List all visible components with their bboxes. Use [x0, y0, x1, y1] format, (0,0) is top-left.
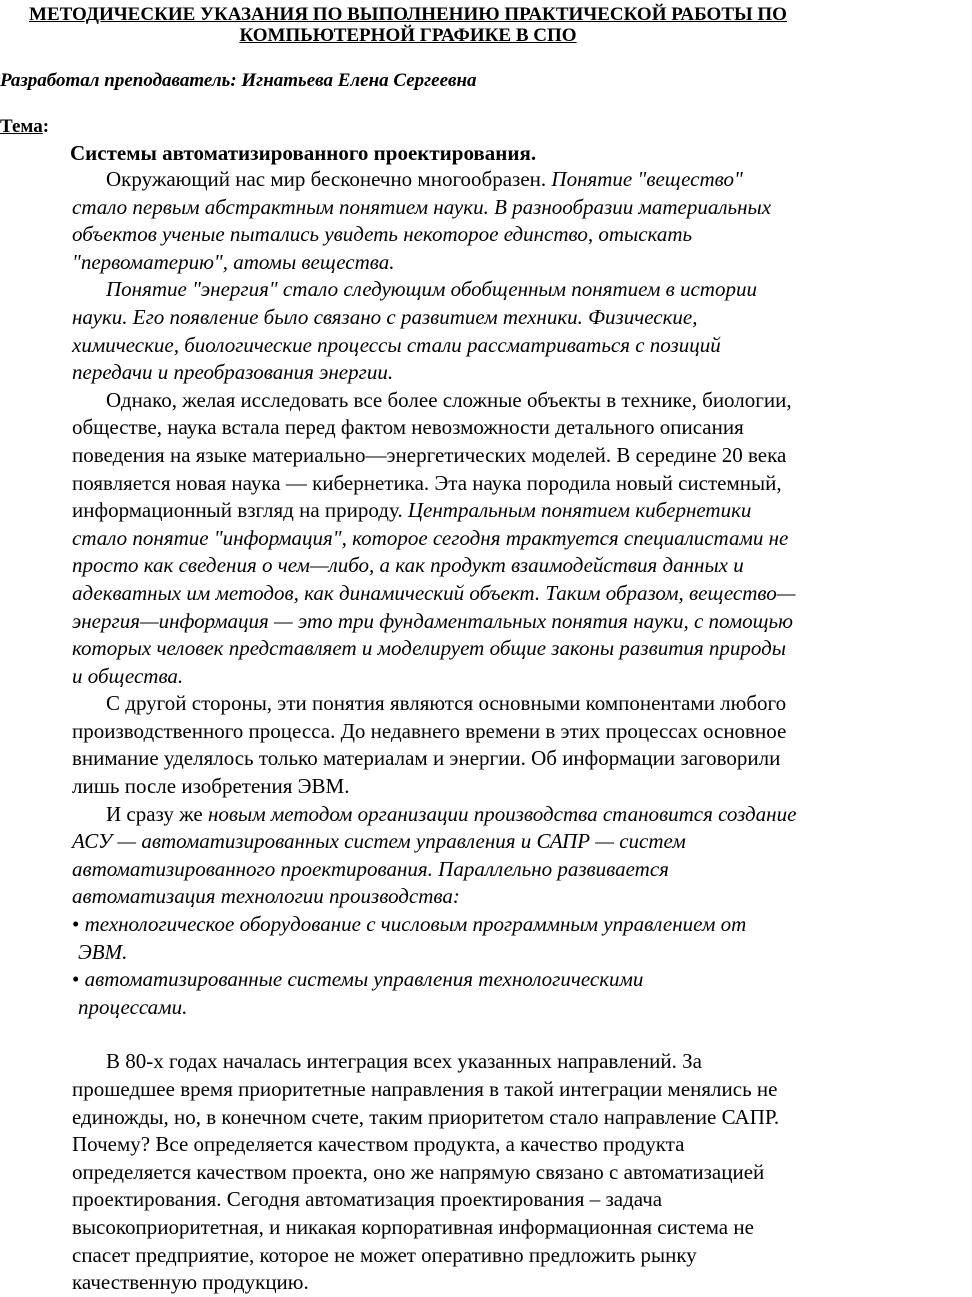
text-run: лишь после изобретения ЭВМ. [72, 774, 350, 799]
text-line [72, 387, 972, 415]
text-run: производственного процесса. До недавнего времени в этих процессах основное [72, 718, 787, 743]
text-line [72, 966, 972, 994]
italic-text: АСУ — автоматизированных систем управления и САПР — систем [72, 829, 686, 854]
text-run: обществе, наука встала перед фактом невозможности детального описания [72, 415, 744, 440]
text-run: проектирования. Сегодня автоматизация проектирования – задача [72, 1187, 663, 1212]
text-line [72, 801, 972, 829]
text-run: спасет предприятие, которое не может оперативно предложить рынку [72, 1242, 697, 1267]
blank-line [72, 1021, 972, 1048]
text-line [72, 1159, 972, 1187]
text-line [72, 828, 972, 856]
text-line [72, 608, 972, 636]
text-line [72, 497, 972, 525]
topic-label-text: Тема [0, 116, 43, 137]
text-run: определяется качеством проекта, оно же напрямую связано с автоматизацией [72, 1159, 765, 1184]
text-line [72, 442, 972, 470]
italic-text: науки. Его появление было связано с развитием техники. Физические, [72, 304, 698, 329]
text-line [72, 552, 972, 580]
italic-text: просто как сведения о чем—либо, а как продукт взаимодействия данных и [72, 553, 744, 578]
document-title [8, 4, 808, 46]
text-line [72, 304, 972, 332]
author-line: Разработал преподаватель: Игнатьева Елена Сергеевна [0, 70, 477, 91]
title-line-2: КОМПЬЮТЕРНОЙ ГРАФИКЕ В СПО [239, 25, 577, 46]
text-line [72, 745, 972, 773]
topic-label-colon: : [42, 116, 50, 137]
text-line [72, 525, 972, 553]
text-run: Почему? Все определяется качеством продукта, а качество продукта [72, 1132, 685, 1157]
text-line [72, 221, 972, 249]
italic-text: новым методом организации производства становится создание [207, 801, 797, 826]
text-line [72, 1048, 972, 1076]
text-run: Окружающий нас мир бесконечно многообразен. [106, 167, 552, 191]
text-line [72, 635, 972, 663]
text-line [72, 1269, 972, 1297]
text-line [72, 718, 972, 746]
italic-text: Понятие "вещество" [551, 167, 743, 191]
text-run: Однако, желая исследовать все более сложные объекты в технике, биологии, [106, 387, 792, 412]
text-run: поведения на языке материально—энергетических моделей. В середине 20 века [72, 442, 787, 467]
text-line [72, 470, 972, 498]
topic-label [0, 116, 49, 138]
body-text [72, 166, 972, 1297]
text-line [72, 249, 972, 277]
text-line [72, 856, 972, 884]
text-line [72, 883, 972, 911]
text-line [72, 663, 972, 691]
text-run: внимание уделялось только материалам и энергии. Об информации заговорили [72, 746, 781, 771]
italic-text: энергия—информация — это три фундаментальных понятия науки, с помощью [72, 608, 793, 633]
italic-text: автоматизация технологии производства: [72, 884, 460, 909]
text-line [72, 939, 972, 967]
text-run: С другой стороны, эти понятия являются основными компонентами любого [106, 691, 787, 716]
italic-text: стало понятие "информация", которое сегодня трактуется специалистами не [72, 525, 789, 550]
italic-text: химические, биологические процессы стали рассматриваться с позиций [72, 332, 721, 357]
text-run: И сразу же [106, 801, 208, 826]
italic-text: Центральным понятием кибернетики [407, 498, 752, 523]
text-line [72, 1242, 972, 1270]
text-line [72, 166, 972, 194]
text-line [72, 773, 972, 801]
italic-text: "первоматерию", атомы вещества. [72, 249, 395, 274]
italic-text: и общества. [72, 663, 184, 688]
text-line [72, 1076, 972, 1104]
italic-text: автоматизированные системы управления технологическими [84, 967, 644, 992]
topic-subject: Системы автоматизированного проектирования. [70, 141, 537, 165]
text-line [72, 1131, 972, 1159]
text-line [72, 194, 972, 222]
italic-text: стало первым абстрактным понятием науки. В разнообразии материальных [72, 194, 772, 219]
text-line [72, 690, 972, 718]
text-run: прошедшее время приоритетные направления в такой интеграции менялись не [72, 1077, 778, 1101]
italic-text: автоматизированного проектирования. Параллельно развивается [72, 856, 669, 881]
text-line [72, 1104, 972, 1132]
text-line [72, 332, 972, 360]
text-run: • [72, 912, 85, 937]
text-run: В 80-х годах началась интеграция всех указанных направлений. За [106, 1049, 702, 1074]
text-line [72, 1214, 972, 1242]
italic-text: процессами. [78, 994, 188, 1019]
italic-text: которых человек представляет и моделирует общие законы развития природы [72, 636, 786, 661]
text-line [72, 911, 972, 939]
text-line [72, 994, 972, 1022]
text-line [72, 414, 972, 442]
text-line [72, 276, 972, 304]
italic-text: передачи и преобразования энергии. [72, 360, 394, 385]
text-run: высокоприоритетная, и никакая корпоративная информационная система не [72, 1214, 754, 1239]
italic-text: ЭВМ. [78, 939, 128, 964]
italic-text: технологическое оборудование с числовым программным управлением от [84, 912, 747, 937]
italic-text: объектов ученые пытались увидеть некоторое единство, отыскать [72, 222, 693, 247]
text-line [72, 580, 972, 608]
text-line [72, 1186, 972, 1214]
text-run: единожды, но, в конечном счете, таким приоритетом стало направление САПР. [72, 1104, 780, 1129]
text-run: • [72, 967, 85, 992]
text-run: качественную продукцию. [72, 1270, 309, 1295]
text-run: появляется новая наука — кибернетика. Эта наука породила новый системный, [72, 470, 782, 495]
text-run: информационный взгляд на природу. [72, 498, 408, 523]
text-line [72, 359, 972, 387]
italic-text: адекватных им методов, как динамический объект. Таким образом, вещество— [72, 580, 796, 605]
title-line-1: МЕТОДИЧЕСКИЕ УКАЗАНИЯ ПО ВЫПОЛНЕНИЮ ПРАКТИЧЕСКОЙ РАБОТЫ ПО [29, 4, 787, 25]
italic-text: Понятие "энергия" стало следующим обобщенным понятием в истории [106, 277, 757, 302]
